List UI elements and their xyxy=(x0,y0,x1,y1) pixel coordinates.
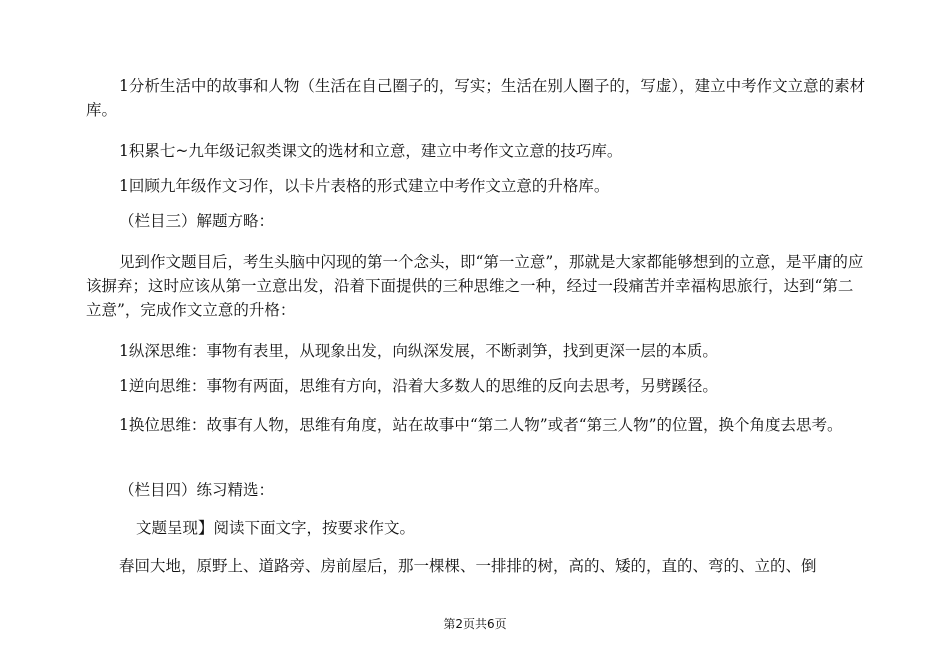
paragraph-perspective-thinking: 1换位思维：故事有人物，思维有角度，站在故事中“第二人物”或者“第三人物”的位置，换个角度去思考。 xyxy=(119,416,843,434)
paragraph-prompt: 文题呈现】阅读下面文字，按要求作文。 xyxy=(136,519,416,537)
paragraph-material-library: 1分析生活中的故事和人物（生活在自己圈子的，写实；生活在别人圈子的，写虚），建立中考作文立意的素材库。 xyxy=(86,77,866,119)
page-footer: 第2页共6页 xyxy=(443,617,507,631)
paragraph-prompt-text: 春回大地，原野上、道路旁、房前屋后，那一棵棵、一排排的树，高的、矮的，直的、弯的、立的、倒 xyxy=(119,557,817,575)
section-heading-strategy: （栏目三）解题方略： xyxy=(119,212,275,230)
paragraph-reverse-thinking: 1逆向思维：事物有两面，思维有方向，沿着大多数人的思维的反向去思考，另劈蹊径。 xyxy=(119,377,718,395)
paragraph-strategy-intro: 见到作文题目后，考生头脑中闪现的第一个念头，即“第一立意”，那就是大家都能够想到的立意，是平庸的应该摒弃；这时应该从第一立意出发，沿着下面提供的三种思维之一种，经过一段痛苦并幸福构思旅行，达到“第二立意”，完成作文立意的升格： xyxy=(86,253,864,319)
paragraph-deep-thinking: 1纵深思维：事物有表里，从现象出发，向纵深发展，不断剥笋，找到更深一层的本质。 xyxy=(119,342,718,360)
paragraph-upgrade-library: 1回顾九年级作文习作，以卡片表格的形式建立中考作文立意的升格库。 xyxy=(119,177,610,195)
paragraph-technique-library: 1积累七~九年级记叙类课文的选材和立意，建立中考作文立意的技巧库。 xyxy=(119,142,623,160)
section-heading-practice: （栏目四）练习精选： xyxy=(119,481,275,499)
